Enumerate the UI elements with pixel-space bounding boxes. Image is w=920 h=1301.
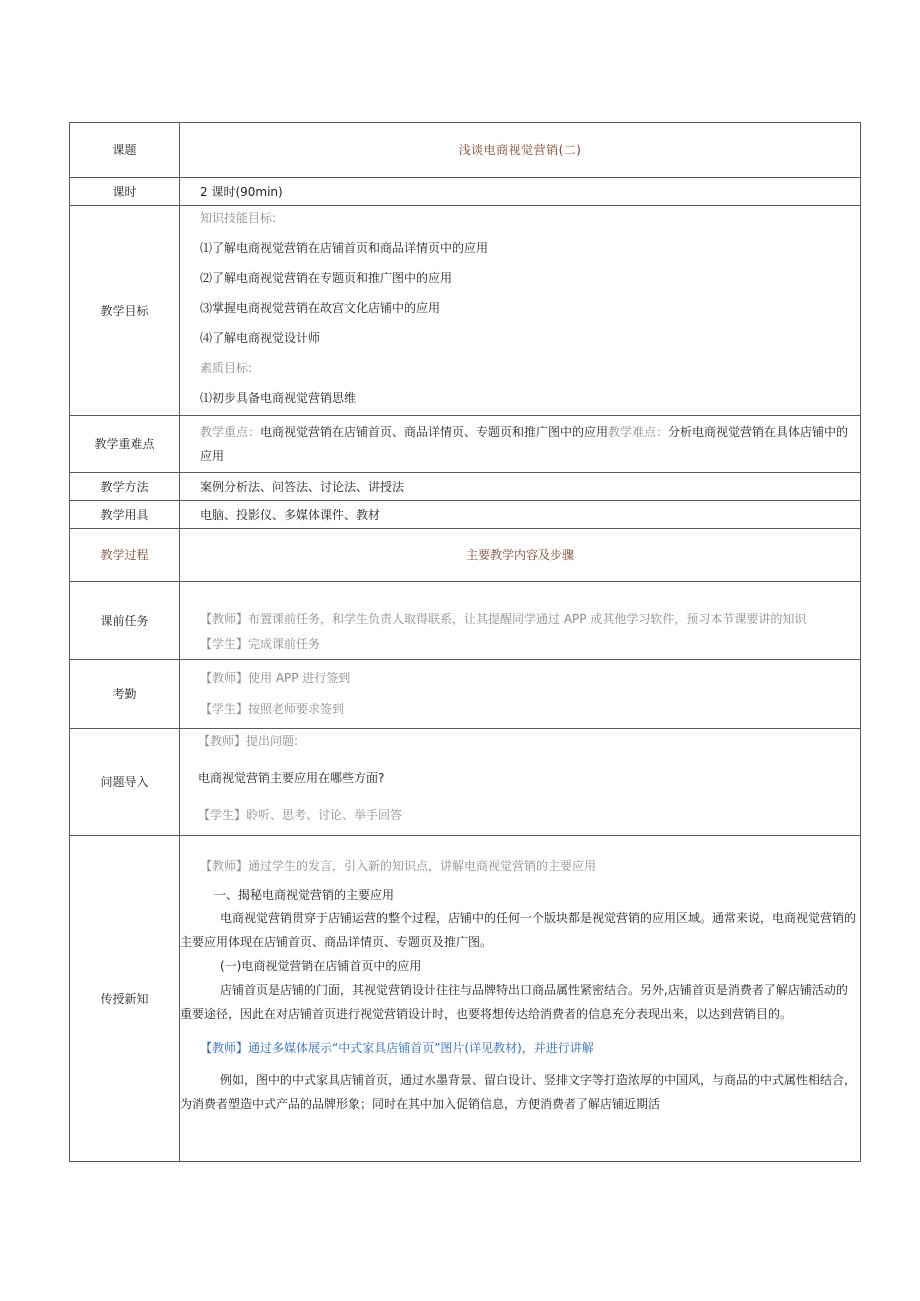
para-3: 例如，图中的中式家具店铺首页，通过水墨背景、留白设计、竖排文字等打造浓厚的中国风，与商品的中式属性相结合，为消费者塑造中式产品的品牌形象；同时在其中加入促销信息，方便消费者了解店铺近期活 (180, 1073, 857, 1111)
pre-teacher: 【教师】布置课前任务，和学生负责人取得联系，让其提醒同学通过 APP 或其他学习软件，预习本节课要讲的知识 (200, 612, 807, 626)
row-title (70, 123, 861, 178)
focus-text: 电商视觉营销在店铺首页、商品详情页、专题页和推广图中的应用 (260, 425, 609, 439)
intro-content (180, 729, 861, 836)
new-knowledge-content (180, 836, 861, 1162)
new-teacher-2: 【教师】通过多媒体展示“中式家具店铺首页”图片(详见教材)，并进行讲解 (200, 1041, 594, 1055)
new-teacher: 【教师】通过学生的发言，引入新的知识点，讲解电商视觉营销的主要应用 (200, 859, 597, 873)
row-new-knowledge (70, 836, 861, 1162)
label-goals: 教学目标 (70, 206, 180, 416)
method-value: 案例分析法、问答法、讨论法、讲授法 (180, 473, 861, 501)
label-method: 教学方法 (70, 473, 180, 501)
goal-item: ⑴了解电商视觉营销在店铺首页和商品详情页中的应用 (200, 241, 489, 255)
row-process (70, 529, 861, 582)
tools-value: 电脑、投影仪、多媒体课件、教材 (180, 501, 861, 529)
difficulty-text: 分析电商视觉营销在具体店铺中的应用 (200, 425, 849, 463)
focus-tag: 教学重点： (200, 425, 261, 439)
attendance-content (180, 660, 861, 729)
process-heading: 主要教学内容及步骤 (180, 529, 861, 582)
quality-heading: 素质目标: (200, 361, 253, 375)
intro-question: 电商视觉营销主要应用在哪些方面? (198, 771, 385, 785)
goal-item: ⑶掌握电商视觉营销在故宫文化店铺中的应用 (200, 301, 441, 315)
intro-teacher: 【教师】提出问题: (198, 734, 299, 748)
label-new-knowledge: 传授新知 (70, 836, 180, 1162)
hours-value: 2 课时(90min) (180, 178, 861, 206)
goal-item: ⑵了解电商视觉营销在专题页和推广图中的应用 (200, 271, 453, 285)
attend-student: 【学生】按照老师要求签到 (200, 702, 345, 716)
attend-teacher: 【教师】使用 APP 进行签到 (200, 671, 351, 685)
label-key: 教学重难点 (70, 416, 180, 473)
lesson-title: 浅谈电商视觉营销(二) (180, 123, 861, 178)
lesson-plan-table (69, 122, 861, 1162)
row-attendance (70, 660, 861, 729)
goals-content (180, 206, 861, 416)
label-tools: 教学用具 (70, 501, 180, 529)
row-key (70, 416, 861, 473)
intro-student: 【学生】聆听、思考、讨论、举手回答 (198, 808, 403, 822)
key-content (180, 416, 861, 473)
goal-item: ⑷了解电商视觉设计师 (200, 331, 321, 345)
pre-student: 【学生】完成课前任务 (200, 637, 321, 651)
pre-task-content (180, 582, 861, 660)
row-goals (70, 206, 861, 416)
label-hours: 课时 (70, 178, 180, 206)
row-hours (70, 178, 861, 206)
section-heading: 一、揭秘电商视觉营销的主要应用 (214, 888, 395, 902)
quality-item: ⑴初步具备电商视觉营销思维 (200, 391, 357, 405)
para-1: 电商视觉营销贯穿于店铺运营的整个过程，店铺中的任何一个版块都是视觉营销的应用区域。通常来说，电商视觉营销的主要应用体现在店铺首页、商品详情页、专题页及推广图。 (180, 911, 857, 949)
row-method (70, 473, 861, 501)
label-attendance: 考勤 (70, 660, 180, 729)
label-intro: 问题导入 (70, 729, 180, 836)
para-2: 店铺首页是店铺的门面，其视觉营销设计往往与品牌特出口商品属性紧密结合。另外,店铺首页是消费者了解店铺活动的重要途径，因此在对店铺首页进行视觉营销设计时，也要将想传达给消费者的信息充分表现出来，以达到营销目的。 (180, 983, 848, 1021)
row-tools (70, 501, 861, 529)
difficulty-tag: 教学难点： (608, 425, 669, 439)
sub-heading: (一)电商视觉营销在店铺首页中的应用 (220, 959, 422, 973)
label-title: 课题 (70, 123, 180, 178)
knowledge-heading: 知识技能目标: (200, 211, 277, 225)
row-intro (70, 729, 861, 836)
label-pre-task: 课前任务 (70, 582, 180, 660)
label-process: 教学过程 (70, 529, 180, 582)
row-pre-task (70, 582, 861, 660)
